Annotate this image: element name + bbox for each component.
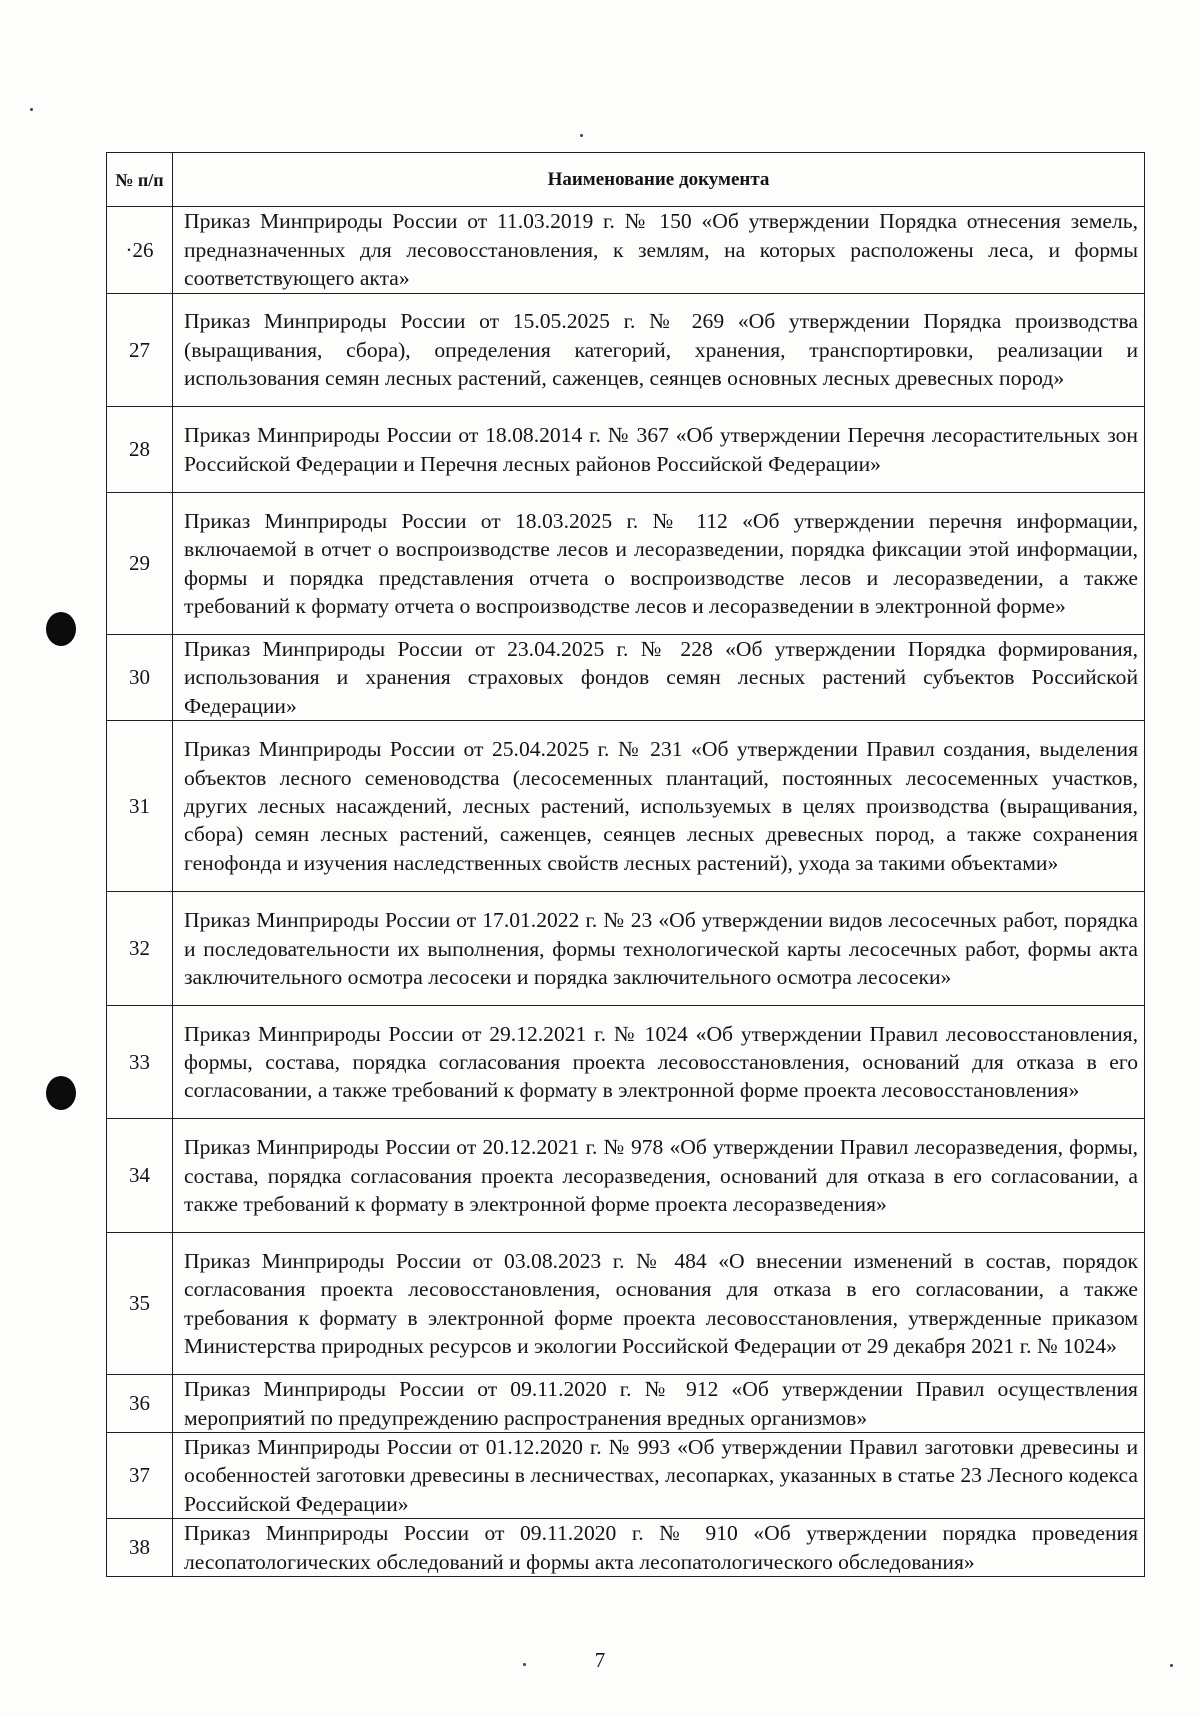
document-title: Приказ Минприроды России от 25.04.2025 г. № 231 «Об утверждении Правил создания, выделения объектов лесного семеноводства (лесосеменных плантаций, постоянных лесосеменных участков, других лесных насаждений, лесных растений, используемых в целях производства (выращивания, сбора) семян лесных растений, саженцев, сеянцев лесных древесных пород, а также сохранения генофонда и изучения наследственных свойств лесных растений), ухода за такими объектами» xyxy=(173,721,1145,892)
table-row xyxy=(107,1375,1145,1433)
scan-speck xyxy=(1170,1664,1173,1667)
documents-table xyxy=(106,152,1145,1577)
table-row xyxy=(107,1006,1145,1119)
punch-hole-mark xyxy=(46,1076,76,1110)
row-number: 34 xyxy=(107,1119,173,1233)
document-title: Приказ Минприроды России от 11.03.2019 г. № 150 «Об утверждении Порядка отнесения земель, предназначенных для лесовосстановления, к землям, на которых расположены леса, и формы соответствующего акта» xyxy=(173,207,1145,294)
row-number: 28 xyxy=(107,407,173,493)
row-number: 37 xyxy=(107,1433,173,1519)
row-number: 32 xyxy=(107,892,173,1006)
document-title: Приказ Минприроды России от 18.08.2014 г. № 367 «Об утверждении Перечня лесорастительных зон Российской Федерации и Перечня лесных районов Российской Федерации» xyxy=(173,407,1145,493)
row-number: 31 xyxy=(107,721,173,892)
document-title: Приказ Минприроды России от 20.12.2021 г. № 978 «Об утверждении Правил лесоразведения, формы, состава, порядка согласования проекта лесоразведения, оснований для отказа в его согласовании, а также требований к формату в электронной форме проекта лесоразведения» xyxy=(173,1119,1145,1233)
column-header-number: № п/п xyxy=(107,153,173,207)
row-number: 38 xyxy=(107,1519,173,1577)
table-row xyxy=(107,1233,1145,1375)
table-row xyxy=(107,892,1145,1006)
table-row xyxy=(107,493,1145,635)
scan-speck xyxy=(30,108,33,111)
document-title: Приказ Минприроды России от 18.03.2025 г. № 112 «Об утверждении перечня информации, включаемой в отчет о воспроизводстве лесов и лесоразведении, порядка фиксации этой информации, формы и порядка представления отчета о воспроизводстве лесов и лесоразведении, а также требований к формату отчета о воспроизводстве лесов и лесоразведении в электронной форме» xyxy=(173,493,1145,635)
document-title: Приказ Минприроды России от 01.12.2020 г. № 993 «Об утверждении Правил заготовки древесины и особенностей заготовки древесины в лесничествах, лесопарках, указанных в статье 23 Лесного кодекса Российской Федерации» xyxy=(173,1433,1145,1519)
row-number: 36 xyxy=(107,1375,173,1433)
scan-speck xyxy=(580,134,583,137)
document-title: Приказ Минприроды России от 17.01.2022 г. № 23 «Об утверждении видов лесосечных работ, порядка и последовательности их выполнения, формы технологической карты лесосечных работ, формы акта заключительного осмотра лесосеки и порядка заключительного осмотра лесосеки» xyxy=(173,892,1145,1006)
document-title: Приказ Минприроды России от 23.04.2025 г. № 228 «Об утверждении Порядка формирования, использования и хранения страховых фондов семян лесных растений субъектов Российской Федерации» xyxy=(173,635,1145,721)
table-row xyxy=(107,1119,1145,1233)
document-title: Приказ Минприроды России от 03.08.2023 г. № 484 «О внесении изменений в состав, порядок согласования проекта лесовосстановления, основания для отказа в его согласовании, а также требования к формату в электронной форме проекта лесовосстановления, утвержденные приказом Министерства природных ресурсов и экологии Российской Федерации от 29 декабря 2021 г. № 1024» xyxy=(173,1233,1145,1375)
page-number: 7 xyxy=(594,1648,606,1672)
scan-speck xyxy=(523,1663,526,1666)
table-row xyxy=(107,721,1145,892)
table-row xyxy=(107,207,1145,294)
document-title: Приказ Минприроды России от 15.05.2025 г. № 269 «Об утверждении Порядка производства (выращивания, сбора), определения категорий, хранения, транспортировки, реализации и использования семян лесных растений, саженцев, сеянцев основных лесных древесных пород» xyxy=(173,294,1145,407)
table-row xyxy=(107,1519,1145,1577)
row-number: 29 xyxy=(107,493,173,635)
document-title: Приказ Минприроды России от 29.12.2021 г. № 1024 «Об утверждении Правил лесовосстановления, формы, состава, порядка согласования проекта лесовосстановления, оснований для отказа в его согласовании, а также требований к формату в электронной форме проекта лесовосстановления» xyxy=(173,1006,1145,1119)
column-header-name: Наименование документа xyxy=(173,153,1145,207)
table-row xyxy=(107,635,1145,721)
document-title: Приказ Минприроды России от 09.11.2020 г. № 910 «Об утверждении порядка проведения лесопатологических обследований и формы акта лесопатологического обследования» xyxy=(173,1519,1145,1577)
table-row xyxy=(107,407,1145,493)
row-number: 33 xyxy=(107,1006,173,1119)
row-number: 30 xyxy=(107,635,173,721)
table-row xyxy=(107,1433,1145,1519)
punch-hole-mark xyxy=(46,612,76,646)
row-number: 35 xyxy=(107,1233,173,1375)
row-number: ·26 xyxy=(107,207,173,294)
row-number: 27 xyxy=(107,294,173,407)
table-header-row xyxy=(107,153,1145,207)
table-row xyxy=(107,294,1145,407)
document-title: Приказ Минприроды России от 09.11.2020 г. № 912 «Об утверждении Правил осуществления мероприятий по предупреждению распространения вредных организмов» xyxy=(173,1375,1145,1433)
